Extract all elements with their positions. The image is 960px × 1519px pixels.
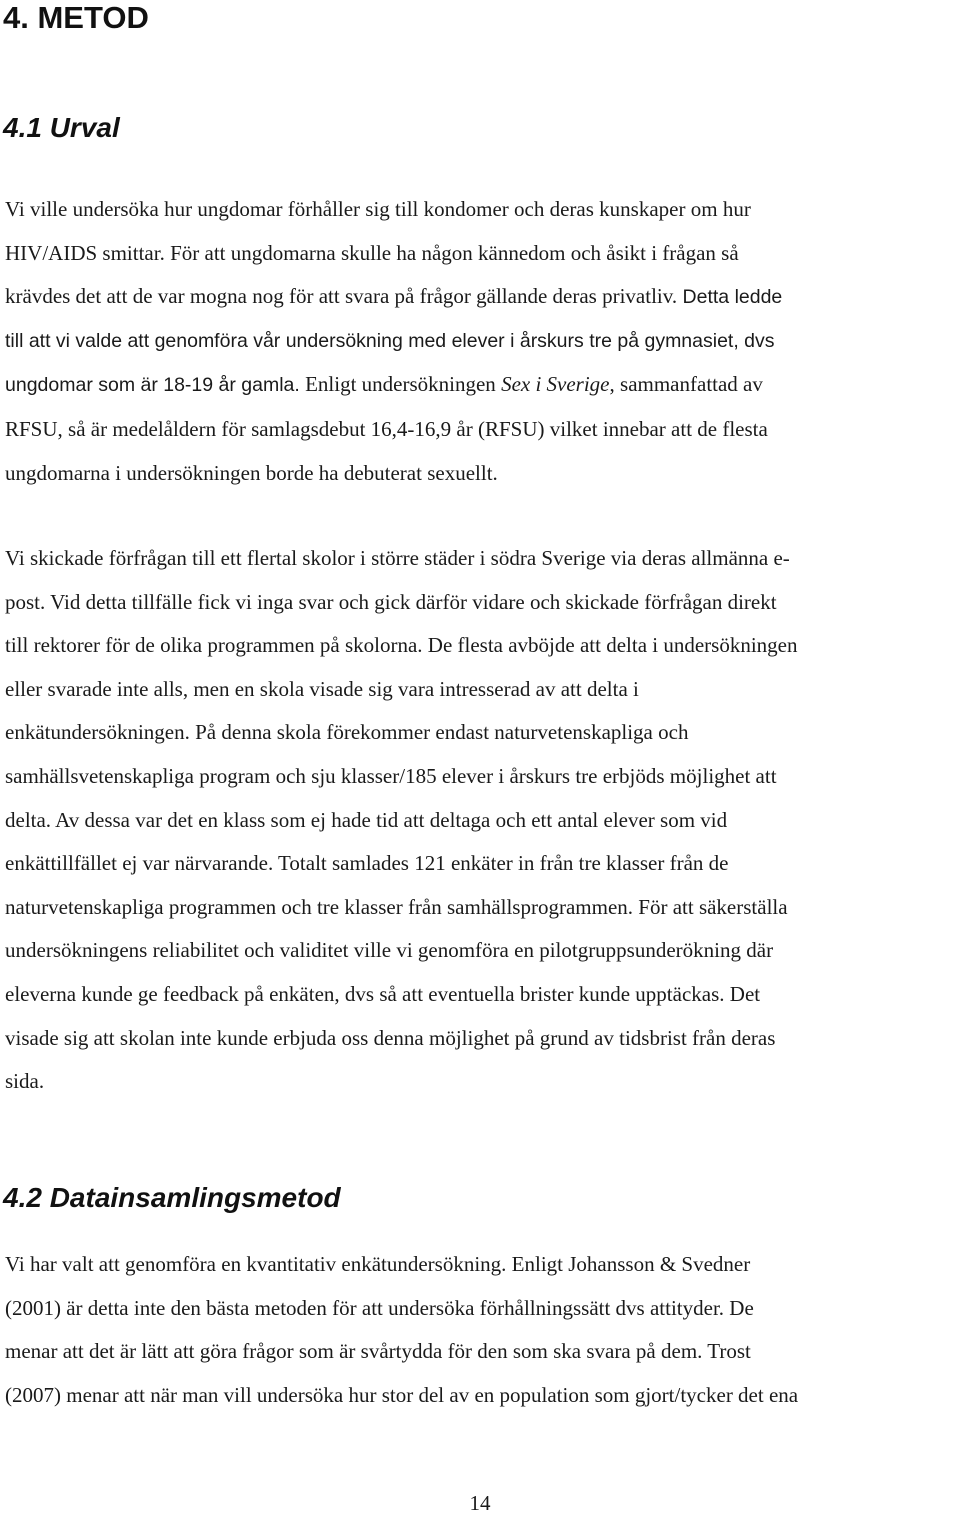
text-line: RFSU, så är medelåldern för samlagsdebut 16,4-16,9 år (RFSU) vilket innebar att de flesta — [5, 416, 768, 441]
text-line: eleverna kunde ge feedback på enkäten, dvs så att eventuella brister kunde upptäckas. Det — [5, 981, 761, 1006]
text-line: (2001) är detta inte den bästa metoden för att undersöka förhållningssätt dvs attityder. De — [5, 1295, 754, 1320]
chapter-heading: 4. METOD — [3, 0, 149, 35]
text-line: Vi har valt att genomföra en kvantitativ enkätundersökning. Enligt Johansson & Svedner — [5, 1252, 751, 1276]
text-line: (2007) menar att när man vill undersöka hur stor del av en population som gjort/tycker det ena — [5, 1382, 799, 1407]
text-line: till att vi valde att genomföra vår undersökning med elever i årskurs tre på gymnasiet, dvs — [5, 329, 775, 352]
text-run-italic: Sex i Sverige — [501, 372, 610, 397]
text-line: HIV/AIDS smittar. För att ungdomarna skulle ha någon kännedom och åsikt i frågan så — [5, 240, 739, 265]
paragraph-urval-2 — [5, 537, 960, 1104]
text-line: samhällsvetenskapliga program och sju klasser/185 elever i årskurs tre erbjöds möjlighet att — [5, 763, 777, 788]
text-line: sida. — [5, 1069, 45, 1094]
text-line: undersökningens reliabilitet och validitet ville vi genomföra en pilotgruppsunderökning där — [5, 938, 774, 963]
text-line: ungdomarna i undersökningen borde ha debuterat sexuellt. — [5, 460, 498, 485]
text-run: , sammanfattad av — [609, 372, 763, 397]
text-run: krävdes det att de var mogna nog för att svara på frågor gällande deras privatliv. — [5, 284, 678, 309]
text-run: Enligt undersökningen — [299, 372, 502, 397]
text-line — [5, 275, 960, 320]
text-line: visade sig att skolan inte kunde erbjuda oss denna möjlighet på grund av tidsbrist från deras — [5, 1025, 776, 1050]
text-line: post. Vid detta tillfälle fick vi inga svar och gick därför vidare och skickade förfrågan direkt — [5, 589, 777, 614]
paragraph-urval-1 — [5, 188, 960, 495]
text-line: enkätundersökningen. På denna skola förekommer endast naturvetenskapliga och — [5, 720, 689, 745]
text-run: ungdomar som är 18-19 år gamla. — [5, 374, 300, 397]
text-line: eller svarade inte alls, men en skola visade sig vara intresserad av att delta i — [5, 676, 639, 701]
text-line: till rektorer för de olika programmen på skolorna. De flesta avböjde att delta i undersökningen — [5, 633, 798, 658]
text-line: menar att det är lätt att göra frågor som är svårtydda för den som ska svara på dem. Trost — [5, 1339, 751, 1364]
text-line: Vi ville undersöka hur ungdomar förhåller sig till kondomer och deras kunskaper om hur — [5, 197, 751, 221]
text-line — [5, 363, 960, 408]
text-line: delta. Av dessa var det en klass som ej hade tid att deltaga och ett antal elever som vid — [5, 807, 728, 832]
paragraph-datainsamling-1 — [5, 1243, 960, 1417]
section-heading-urval: 4.1 Urval — [3, 112, 120, 143]
section-heading-datainsamlingsmetod: 4.2 Datainsamlingsmetod — [3, 1182, 341, 1213]
text-line: Vi skickade förfrågan till ett flertal skolor i större städer i södra Sverige via deras allmänna e- — [5, 546, 790, 570]
text-run: Detta ledde — [677, 286, 783, 309]
text-line: enkättillfället ej var närvarande. Totalt samlades 121 enkäter in från tre klasser från de — [5, 851, 729, 876]
text-line: naturvetenskapliga programmen och tre klasser från samhällsprogrammen. För att säkerställa — [5, 894, 788, 919]
page-number: 14 — [469, 1491, 491, 1515]
